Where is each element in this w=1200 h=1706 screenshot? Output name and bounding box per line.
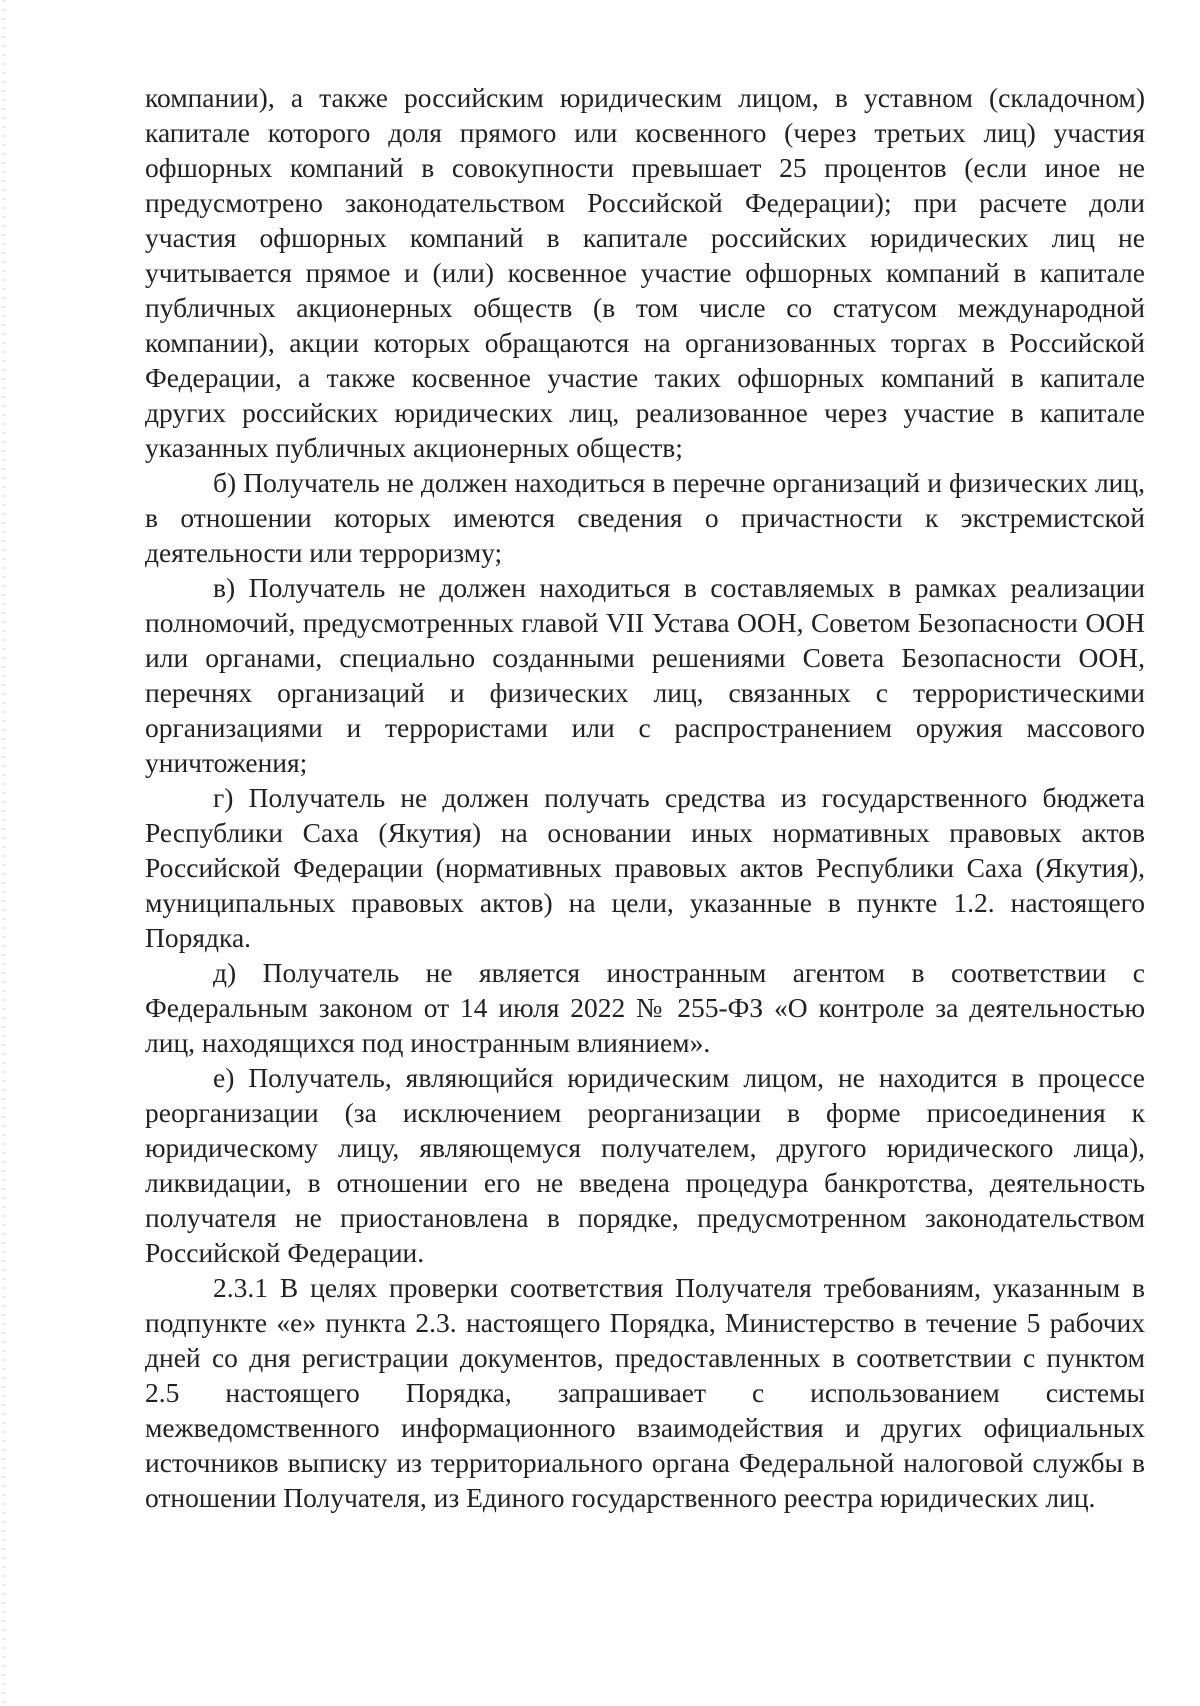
paragraph-item-e: е) Получатель, являющийся юридическим лицом, не находится в процессе реорганизации (за исключением реорганизации в форме присоединения к юридическому лицу, являющемуся получателем, другого юридического лица), ликвидации, в отношении его не введена процедура банкротства, деятельность получателя не приостановлена в порядке, предусмотренном законодательством Российской Федерации. (145, 1062, 1145, 1268)
document-body (145, 80, 1145, 1515)
paragraph-item-g: г) Получатель не должен получать средства из государственного бюджета Республики Саха (Якутия) на основании иных нормативных правовых актов Российской Федерации (нормативных правовых актов Республики Саха (Якутия), муниципальных правовых актов) на цели, указанные в пункте 1.2. настоящего Порядка. (145, 782, 1145, 953)
paragraph-item-v: в) Получатель не должен находиться в составляемых в рамках реализации полномочий, предусмотренных главой VII Устава ООН, Советом Безопасности ООН или органами, специально созданными решениями Совета Безопасности ООН, перечнях организаций и физических лиц, связанных с террористическими организациями и террористами или с распространением оружия массового уничтожения; (145, 572, 1145, 778)
paragraph-item-b: б) Получатель не должен находиться в перечне организаций и физических лиц, в отношении которых имеются сведения о причастности к экстремистской деятельности или терроризму; (145, 467, 1145, 568)
paragraph-continuation-a: компании), а также российским юридическим лицом, в уставном (складочном) капитале которого доля прямого или косвенного (через третьих лиц) участия офшорных компаний в совокупности превышает 25 процентов (если иное не предусмотрено законодательством Российской Федерации); при расчете доли участия офшорных компаний в капитале российских юридических лиц не учитывается прямое и (или) косвенное участие офшорных компаний в капитале публичных акционерных обществ (в том числе со статусом международной компании), акции которых обращаются на организованных торгах в Российской Федерации, а также косвенное участие таких офшорных компаний в капитале других российских юридических лиц, реализованное через участие в капитале указанных публичных акционерных обществ; (145, 82, 1145, 463)
paragraph-item-d: д) Получатель не является иностранным агентом в соответствии с Федеральным законом от 14 июля 2022 № 255-ФЗ «О контроле за деятельностью лиц, находящихся под иностранным влиянием». (145, 957, 1145, 1058)
scan-margin-artifact (2, 0, 5, 1706)
paragraph-clause-2-3-1: 2.3.1 В целях проверки соответствия Получателя требованиям, указанным в подпункте «е» пункта 2.3. настоящего Порядка, Министерство в течение 5 рабочих дней со дня регистрации документов, предоставленных в соответствии с пунктом 2.5 настоящего Порядка, запрашивает с использованием системы межведомственного информационного взаимодействия и других официальных источников выписку из территориального органа Федеральной налоговой службы в отношении Получателя, из Единого государственного реестра юридических лиц. (145, 1272, 1145, 1513)
